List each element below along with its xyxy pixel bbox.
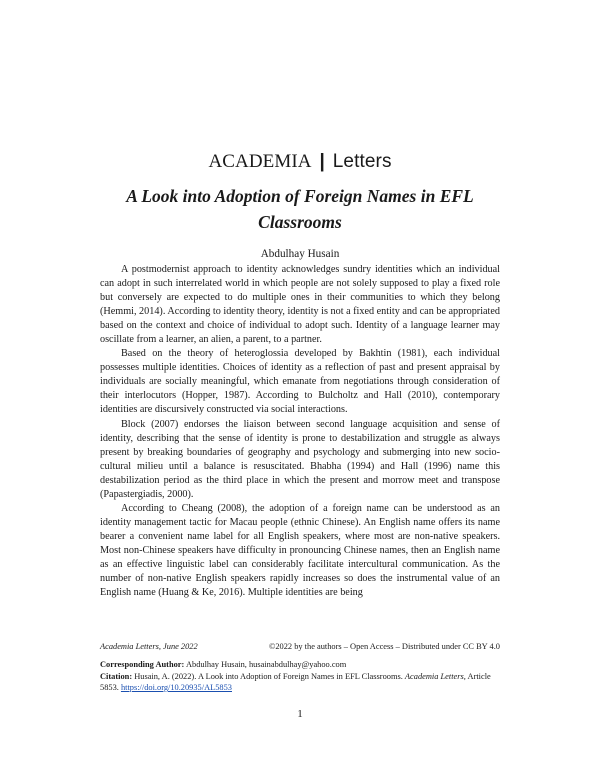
journal-brand: [0, 151, 600, 173]
citation: [100, 671, 500, 694]
citation-journal: Academia Letters,: [404, 671, 466, 681]
brand-name: ACADEMIA: [208, 151, 312, 172]
body-paragraph: A postmodernist approach to identity acknowledges sundry identities which an individual can adopt in such interrelated world in which people are not solely supposed to play a fixed role but conversely are expected to do multiple ones in their communities to which they belong (Hemmi, 2014). According to identity theory, identity is not a fixed entity and can be appropriated based on the context and choice of individual to adopt such. Identity of a language learner may oscillate from a learner, an alien, a parent, to a partner.: [100, 264, 500, 346]
article-body: [100, 263, 500, 600]
corresponding-author: [100, 659, 500, 671]
corresponding-value: Abdulhay Husain, husainabdulhay@yahoo.com: [185, 660, 347, 669]
body-paragraph: Block (2007) endorses the liaison between second language acquisition and sense of identity, describing that the sense of identity is prone to destabilization and struggle as always present by breaking boundaries of geography and psychology and submerging into new socio-cultural milieu until a balance is resuscitated. Bhabha (1994) and Hall (1996) name this destabilization period as the third place in which the present and morrow meet and transpose (Papastergiadis, 2000).: [100, 418, 500, 500]
citation-label: Citation:: [100, 671, 133, 681]
citation-text: Husain, A. (2022). A Look into Adoption of Foreign Names in EFL Classrooms.: [134, 671, 403, 681]
body-paragraph: According to Cheang (2008), the adoption of a foreign name can be understood as an identity management tactic for Macau people (ethnic Chinese). An English name offers its name bearer a convenient name label for all English speakers, where most are non-native speakers. Most non-Chinese speakers have difficulty in pronouncing Chinese names, then an English name as an effective linguistic label can considerably facilitate intercultural communication. As the number of non-native English speakers rapidly increases so does the instrumental value of an English name (Huang & Ke, 2016). Multiple identities are being: [100, 502, 500, 599]
body-paragraph: Based on the theory of heteroglossia developed by Bakhtin (1981), each individual possesses multiple identities. Choices of identity as a reflection of past and present appraisal by individuals are socially meaningful, which emanate from negotiations through consideration of their interlocutors (Hopper, 1987). According to Bulcholtz and Hall (2010), contemporary identities are discursively constructed via social interactions.: [100, 348, 500, 416]
journal-date: Academia Letters, June 2022: [100, 642, 198, 651]
license-note: ©2022 by the authors – Open Access – Distributed under CC BY 4.0: [269, 642, 500, 651]
footer-meta: [100, 642, 500, 654]
article-author: Abdulhay Husain: [260, 248, 340, 260]
brand-section: Letters: [332, 151, 392, 172]
doi-link[interactable]: https://doi.org/10.20935/AL5853: [120, 683, 232, 692]
correspondence-block: [100, 659, 500, 694]
brand-separator: |: [319, 151, 325, 172]
page-number: 1: [297, 708, 303, 720]
article-title: A Look into Adoption of Foreign Names in EFL Classrooms: [126, 186, 474, 232]
corresponding-label: Corresponding Author:: [100, 660, 185, 669]
citation-article: Article 5853.: [100, 671, 491, 692]
